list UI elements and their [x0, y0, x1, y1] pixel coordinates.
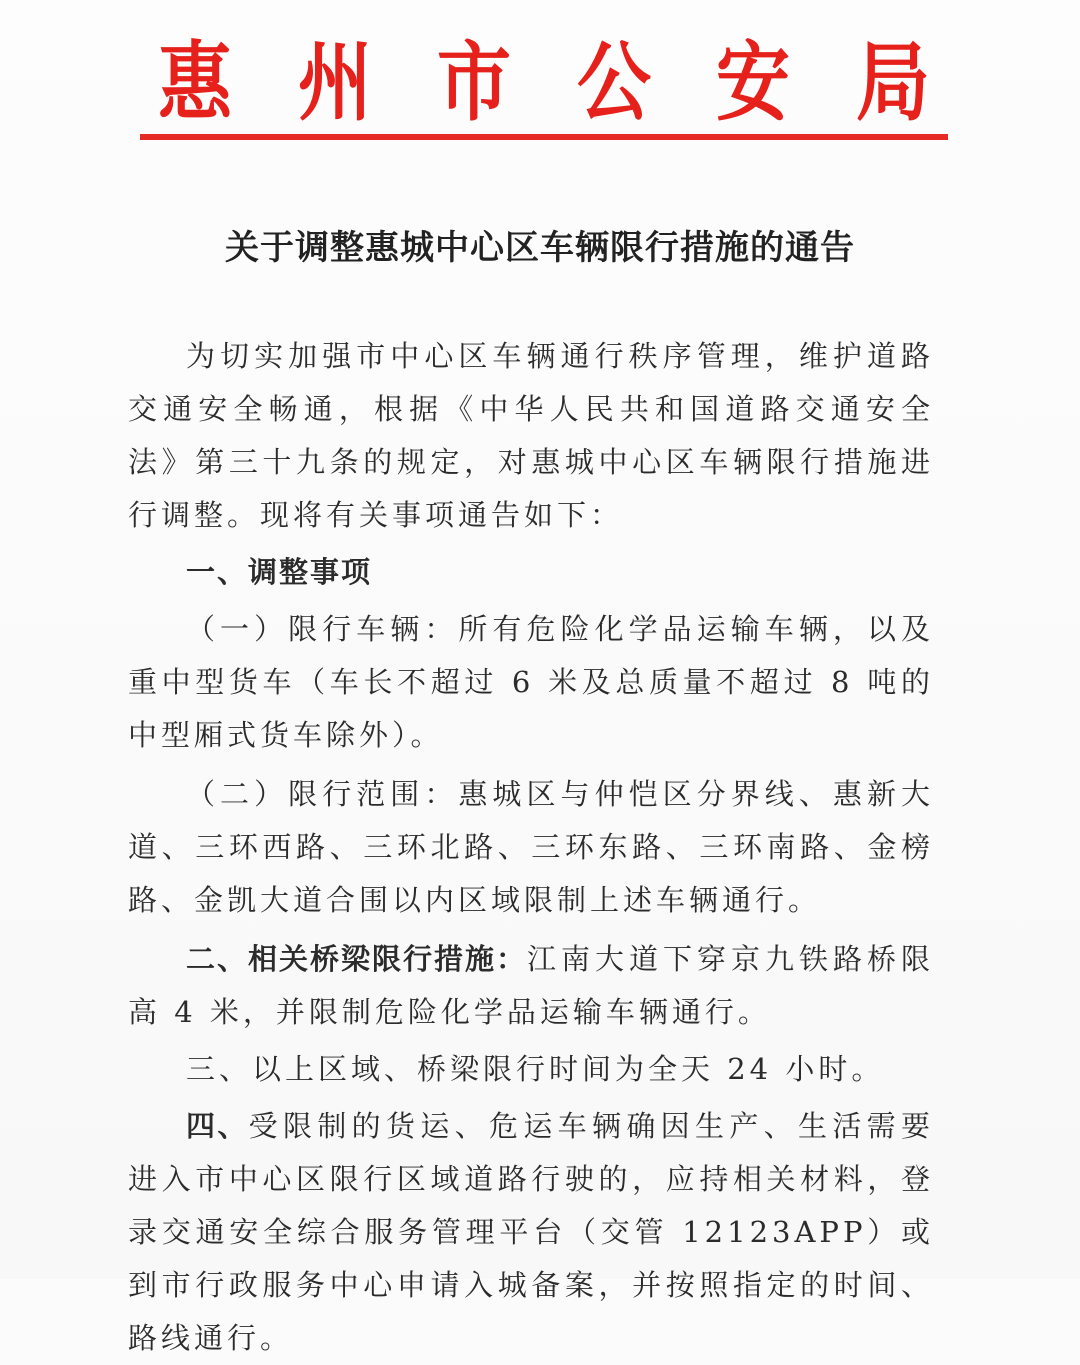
document-body — [128, 330, 934, 1365]
section-1-item-2: （二）限行范围：惠城区与仲恺区分界线、惠新大道、三环西路、三环北路、三环东路、三环南路、金榜路、金凯大道合围以内区域限制上述车辆通行。 — [128, 777, 934, 917]
section-2-heading: 二、相关桥梁限行措施： — [186, 942, 527, 976]
section-4-text: 受限制的货运、危运车辆确因生产、生活需要进入市中心区限行区域道路行驶的，应持相关材料，登录交通安全综合服务管理平台（交管 12123APP）或到市行政服务中心申请入城备案，并按照指定的时间、路线通行。 — [128, 1109, 934, 1355]
masthead-char: 惠 — [158, 33, 232, 133]
section-1-heading: 一、调整事项 — [186, 555, 373, 589]
section-4-paragraph — [128, 1100, 934, 1365]
masthead-char: 安 — [716, 33, 791, 133]
masthead-char: 公 — [576, 33, 651, 133]
masthead-char: 局 — [855, 33, 930, 133]
section-4-heading: 四、 — [186, 1109, 249, 1143]
masthead — [140, 28, 948, 138]
intro-paragraph: 为切实加强市中心区车辆通行秩序管理，维护道路交通安全畅通，根据《中华人民共和国道路交通安全法》第三十九条的规定，对惠城中心区车辆限行措施进行调整。现将有关事项通告如下： — [128, 339, 934, 532]
masthead-char: 州 — [297, 33, 372, 133]
document-title: 关于调整惠城中心区车辆限行措施的通告 — [225, 228, 855, 268]
section-2-paragraph — [128, 933, 934, 1039]
section-2-text: 江南大道下穿京九铁路桥限高 4 米，并限制危险化学品运输车辆通行。 — [128, 942, 934, 1029]
masthead-char: 市 — [437, 33, 512, 133]
section-3-paragraph: 三、以上区域、桥梁限行时间为全天 24 小时。 — [186, 1052, 885, 1086]
masthead-red-rule — [140, 134, 948, 140]
section-1-item-1: （一）限行车辆：所有危险化学品运输车辆，以及重中型货车（车长不超过 6 米及总质量不超过 8 吨的中型厢式货车除外）。 — [128, 612, 934, 752]
